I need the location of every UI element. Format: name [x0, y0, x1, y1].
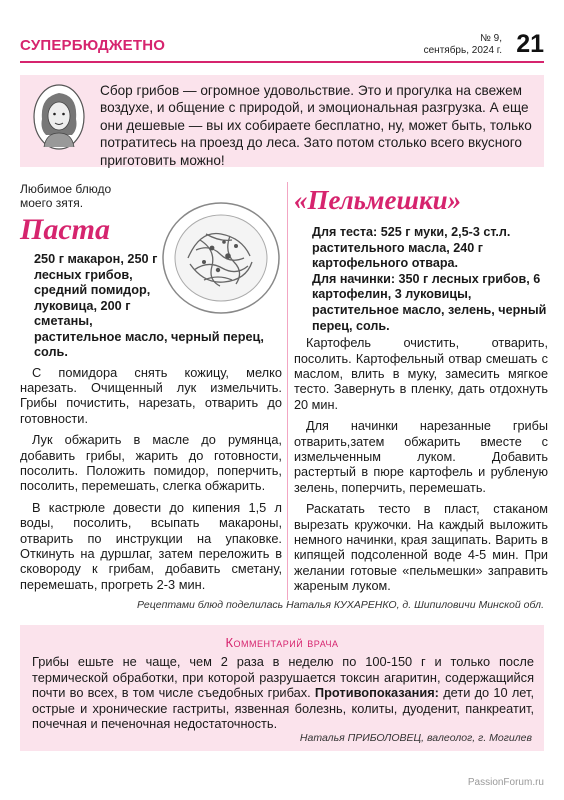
contraindications-label: Противопоказания: — [314, 685, 439, 701]
issue-number: № 9, — [480, 33, 502, 44]
pelmeshki-ingredients — [294, 225, 548, 334]
issue-meta — [424, 33, 502, 57]
page-number: 21 — [516, 30, 544, 58]
recipe-pasta — [20, 182, 282, 592]
pasta-step: В кастрюле довести до кипения 1,5 л воды, посолить, всыпать макароны, отварить по инструкции на упаковке. Откинуть на дуршлаг, затем переложить в сковороду к грибам, добавить сметану, перемешать, прогреть 2-3 мин. — [20, 499, 282, 592]
recipe-title-pasta: Паста — [20, 213, 110, 246]
pelmeshki-filling: Для начинки: 350 г лесных грибов, 6 картофелин, 3 луковицы, растительное масло, зелень, черный перец, соль. — [312, 271, 547, 333]
recipe-pelmeshki — [294, 182, 548, 595]
issue-date: сентябрь, 2024 г. — [423, 45, 502, 56]
pasta-step: С помидора снять кожицу, мелко нарезать. Очищенный лук измельчить. Грибы почистить, нарезать, отварить до готовности. — [20, 364, 282, 426]
page-header — [20, 30, 544, 65]
doctor-credit: Наталья ПРИБОЛОВЕЦ, валеолог, г. Могилев — [299, 732, 532, 744]
intro-text: Сбор грибов — огромное удовольствие. Это и прогулка на свежем воздухе, и общение с природой, и эмоциональная разгрузка. А еще они дешевые — вы их собираете бесплатно, ну, может быть, только потратитесь на проезд до леса. Зато потом столько всего вкусного приготовить можно! — [100, 83, 532, 168]
pelmeshki-step: Картофель очистить, отварить, посолить. Картофельный отвар смешать с маслом, влить в муку, замесить мягкое тесто. Завернуть в пленку, дать отдохнуть 20 мин. — [294, 336, 548, 412]
doctor-comment-panel — [20, 625, 544, 751]
doctor-comment-text — [32, 654, 534, 732]
pasta-plate-icon — [160, 200, 282, 316]
recipe-preface: Любимое блюдо моего зятя. — [20, 182, 112, 210]
doctor-comment-title: Комментарий врача — [225, 635, 339, 650]
pasta-step: Лук обжарить в масле до румянца, добавить грибы, жарить до готовности, посолить. Положить помидор, поперчить, посолить, перемешать, слегка обжарить. — [20, 432, 282, 494]
recipe-credit: Рецептами блюд поделилась Наталья КУХАРЕНКО, д. Шипиловичи Минской обл. — [137, 599, 544, 611]
watermark: PassionForum.ru — [467, 777, 544, 788]
author-portrait-icon — [32, 83, 86, 151]
header-divider — [20, 61, 544, 63]
pasta-ingredients: 250 г макарон, 250 г лесных грибов, средний помидор, луковица, 200 г сметаны, — [34, 252, 158, 328]
column-divider — [287, 182, 288, 600]
pelmeshki-step: Для начинки нарезанные грибы отварить,затем обжарить вместе с измельченным луком. Добавить растертый в пюре картофель и рубленую зелень, поперчить, перемешать. — [294, 419, 548, 495]
pelmeshki-dough: Для теста: 525 г муки, 2,5-3 ст.л. растительного масла, 240 г картофельного отвара. — [312, 225, 511, 271]
pasta-ingredients-tail: растительное масло, черный перец, соль. — [34, 329, 264, 359]
pelmeshki-steps — [294, 336, 548, 595]
recipe-title-pelmeshki: «Пельмешки» — [294, 185, 462, 215]
contraindications-text: дети до 10 лет, острые и хронические гастриты, язвенная болезнь, колиты, дуоденит, панкреатит, почечная и печеночная недостаточность. — [32, 685, 534, 732]
intro-panel — [20, 75, 544, 167]
section-title: СУПЕРБЮДЖЕТНО — [20, 37, 166, 54]
doctor-text-main: Грибы ешьте не чаще, чем 2 раза в неделю по 100-150 г и только после термической обработки, при которой разрушается токсин агаритин, содержащийся почти во всех, в том числе съедобных грибах. — [32, 654, 534, 701]
pasta-steps — [20, 365, 282, 593]
pelmeshki-step: Раскатать тесто в пласт, стаканом вырезать кружочки. На каждый выложить немного начинки, края защипать. Варить в кипящей подсоленной воде 4-5 мин. При желании готовые «пельмешки» заправить жареным луком. — [294, 502, 548, 594]
